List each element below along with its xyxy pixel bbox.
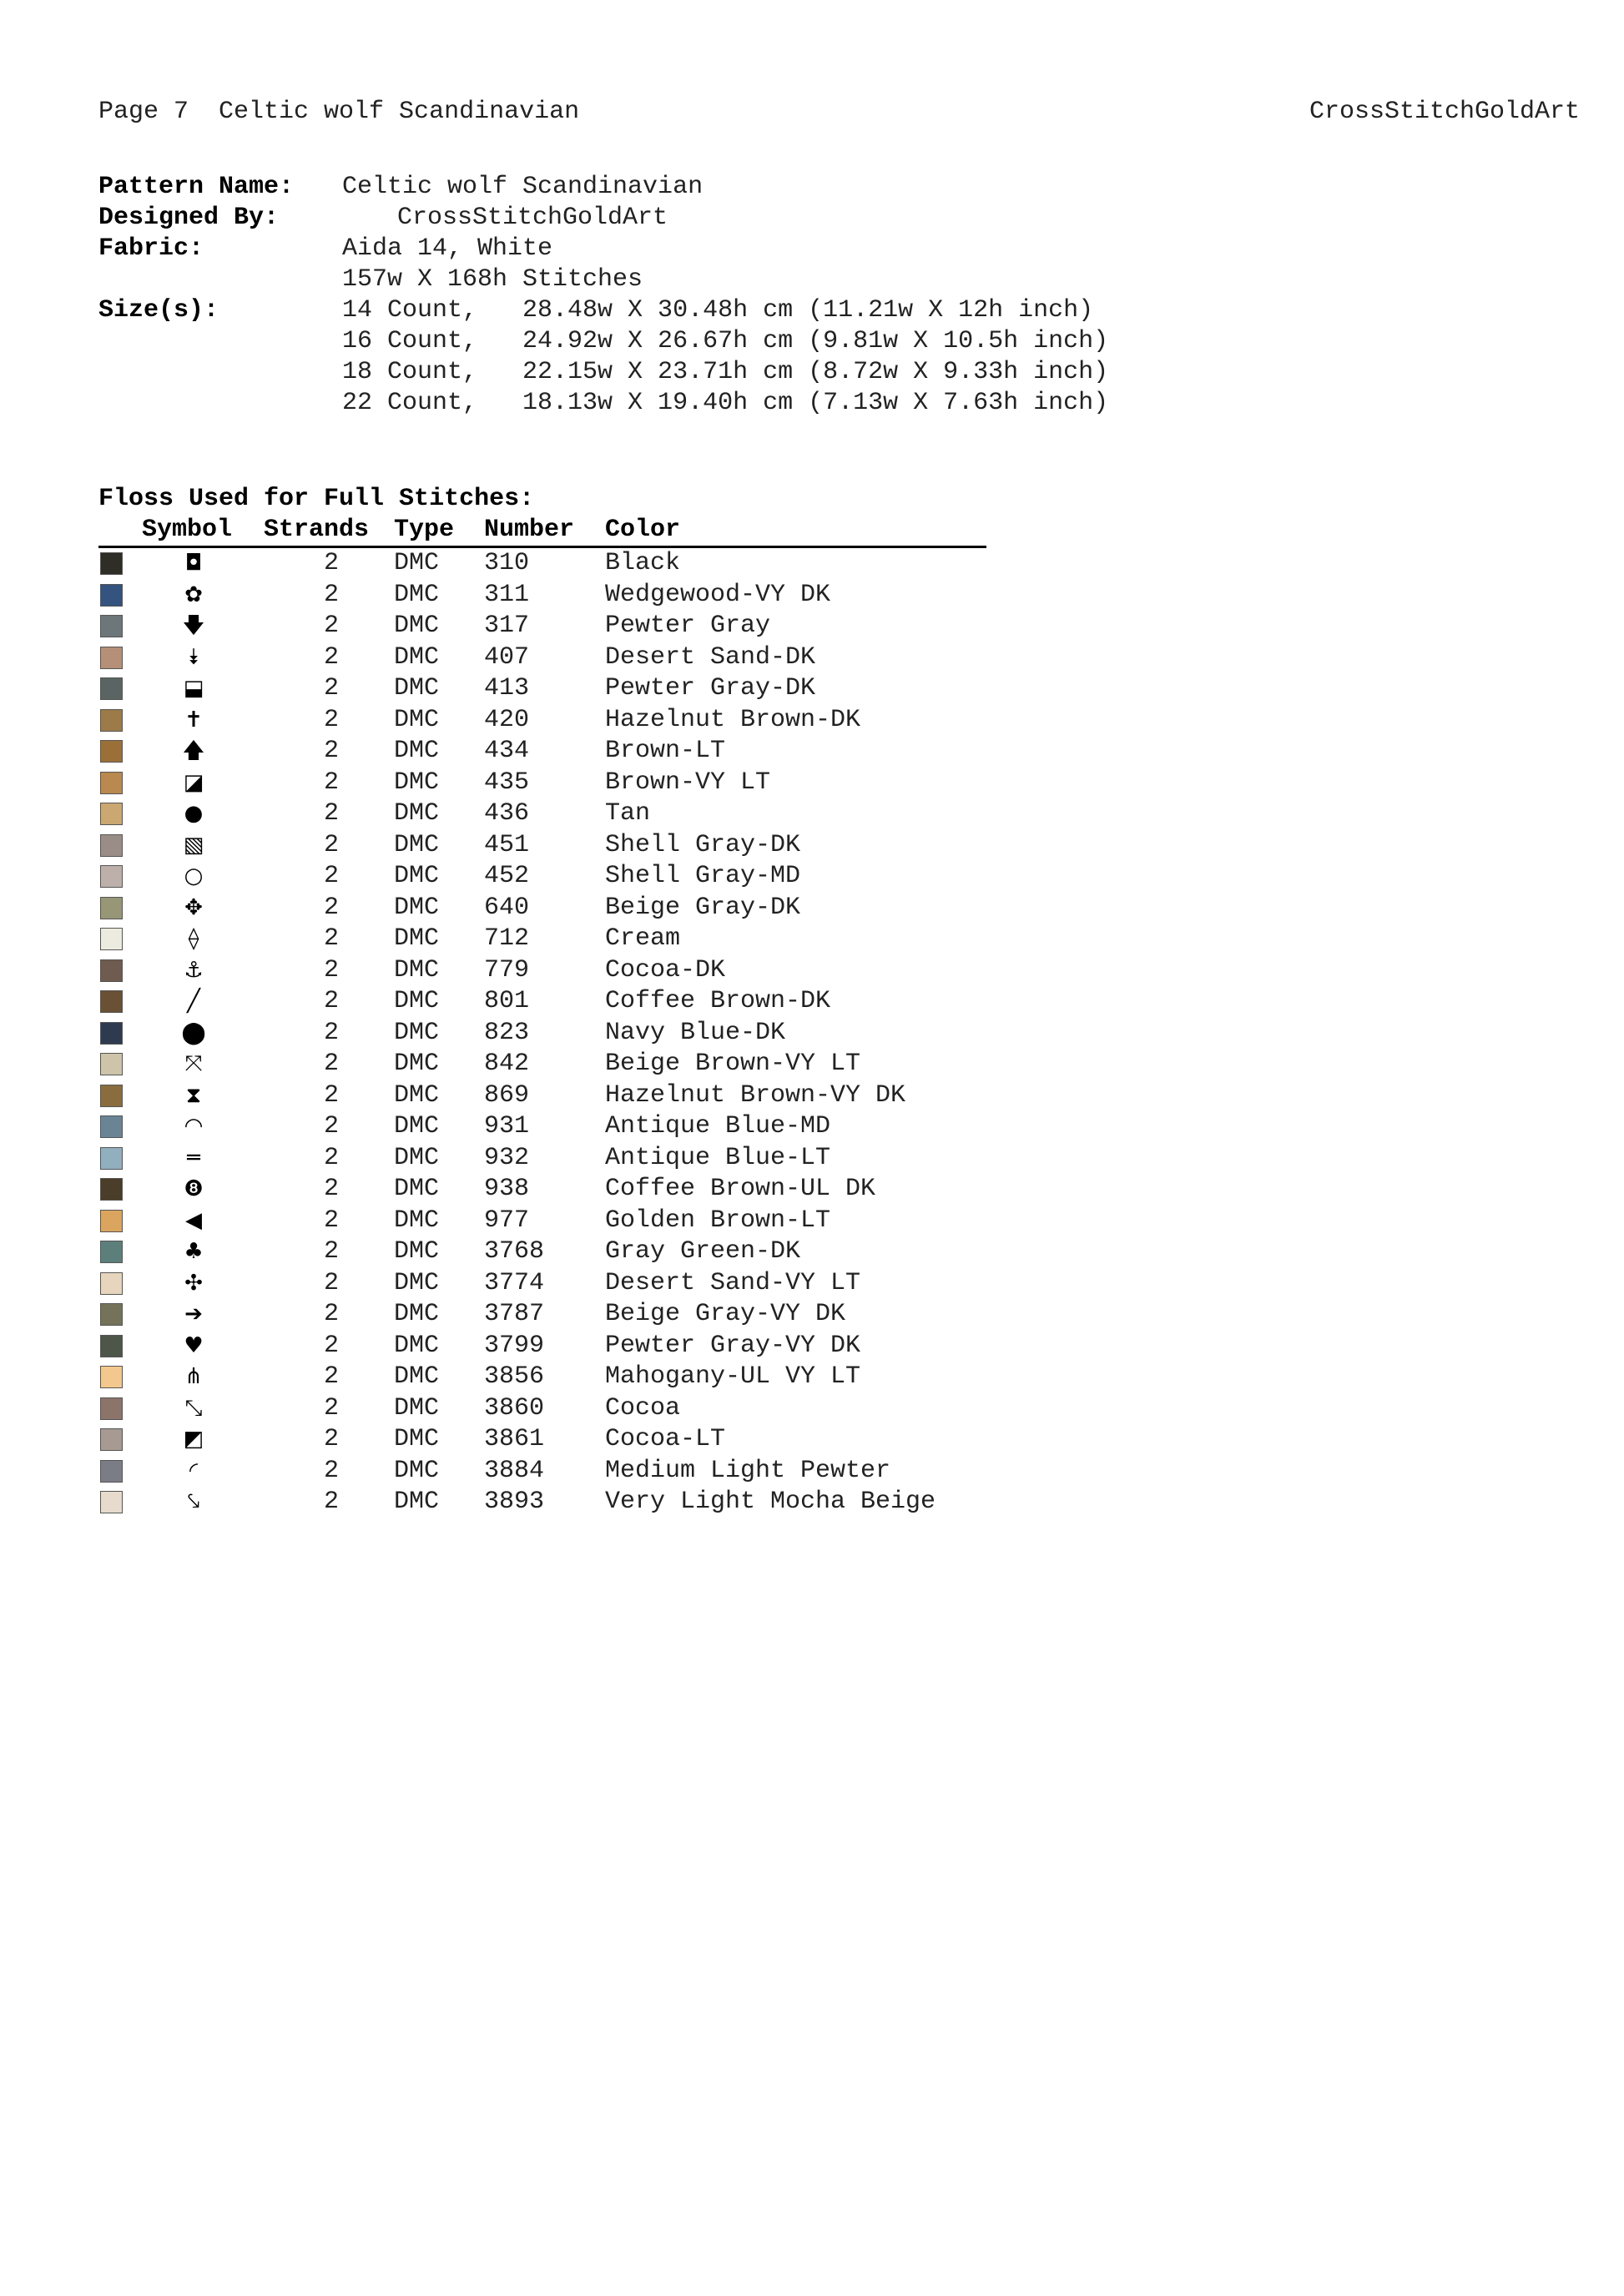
- floss-type: DMC: [394, 1237, 440, 1266]
- floss-color-name: Cream: [605, 924, 681, 953]
- floss-row: [98, 861, 986, 893]
- size-row: [98, 357, 1350, 388]
- stitch-symbol-icon: ⤡: [184, 1395, 203, 1421]
- floss-row: [98, 580, 986, 612]
- size-value: 18 Count, 22.15w X 23.71h cm (8.72w X 9.33h inch): [342, 358, 1109, 386]
- floss-row: [98, 798, 986, 830]
- floss-number: 3884: [484, 1456, 545, 1485]
- floss-color-name: Navy Blue-DK: [605, 1018, 786, 1047]
- floss-number: 311: [484, 580, 530, 609]
- pattern-name-row: [98, 172, 1350, 203]
- floss-number: 869: [484, 1080, 530, 1110]
- floss-color-name: Gray Green-DK: [605, 1237, 801, 1266]
- floss-number: 932: [484, 1143, 530, 1172]
- floss-type: DMC: [394, 1175, 440, 1203]
- stitch-symbol-icon: ⤥: [187, 1489, 200, 1514]
- fabric-value: Aida 14, White: [342, 234, 553, 263]
- floss-strands: 2: [324, 924, 340, 953]
- stitch-symbol-icon: ◜: [189, 1458, 199, 1483]
- header-number: Number: [484, 516, 575, 544]
- color-swatch: [100, 709, 123, 732]
- color-swatch: [100, 1147, 123, 1170]
- floss-strands: 2: [324, 1018, 340, 1047]
- floss-number: 434: [484, 737, 530, 765]
- color-swatch: [100, 1428, 123, 1451]
- stitch-symbol-icon: ═: [187, 1145, 200, 1171]
- stitch-symbol-icon: ◀: [185, 1207, 202, 1233]
- floss-row: [98, 1018, 986, 1050]
- floss-strands: 2: [324, 737, 340, 765]
- stitch-symbol-icon: ✥: [184, 894, 203, 920]
- floss-strands: 2: [324, 1488, 340, 1516]
- stitches-value: 157w X 168h Stitches: [342, 265, 643, 294]
- floss-type: DMC: [394, 705, 440, 734]
- size-value: 22 Count, 18.13w X 19.40h cm (7.13w X 7.63h inch): [342, 389, 1109, 417]
- size-row: [98, 388, 1350, 419]
- floss-color-name: Cocoa-LT: [605, 1425, 726, 1453]
- floss-type: DMC: [394, 1050, 440, 1078]
- floss-type: DMC: [394, 1425, 440, 1453]
- floss-row: [98, 1143, 986, 1175]
- color-swatch: [100, 1335, 123, 1357]
- floss-type: DMC: [394, 1206, 440, 1235]
- color-swatch: [100, 1085, 123, 1107]
- stitch-symbol-icon: ✿: [184, 582, 203, 607]
- floss-type: DMC: [394, 1080, 440, 1110]
- color-swatch: [100, 1491, 123, 1513]
- floss-strands: 2: [324, 1143, 340, 1172]
- floss-type: DMC: [394, 1268, 440, 1297]
- floss-type: DMC: [394, 674, 440, 702]
- floss-color-name: Golden Brown-LT: [605, 1206, 831, 1235]
- floss-number: 310: [484, 549, 530, 577]
- stitch-symbol-icon: ⬓: [183, 676, 204, 701]
- stitch-symbol-icon: ▧: [183, 832, 204, 858]
- floss-number: 3856: [484, 1362, 545, 1391]
- floss-strands: 2: [324, 580, 340, 609]
- floss-color-name: Desert Sand-DK: [605, 642, 816, 672]
- floss-row: [98, 1111, 986, 1143]
- stitch-symbol-icon: ◪: [183, 769, 204, 795]
- floss-color-name: Shell Gray-MD: [605, 862, 801, 890]
- floss-color-name: Desert Sand-VY LT: [605, 1268, 861, 1297]
- stitch-symbol-icon: ⋔: [184, 1364, 203, 1389]
- floss-color-name: Antique Blue-MD: [605, 1112, 831, 1140]
- floss-type: DMC: [394, 1018, 440, 1047]
- color-swatch: [100, 552, 123, 575]
- stitch-symbol-icon: 🡇: [182, 613, 205, 638]
- floss-strands: 2: [324, 830, 340, 859]
- floss-row: [98, 673, 986, 705]
- floss-row: [98, 1424, 986, 1456]
- floss-color-name: Beige Gray-VY DK: [605, 1300, 846, 1328]
- floss-number: 938: [484, 1175, 530, 1203]
- color-swatch: [100, 1366, 123, 1388]
- color-swatch: [100, 677, 123, 700]
- floss-strands: 2: [324, 1237, 340, 1266]
- floss-row: [98, 1174, 986, 1206]
- color-swatch: [100, 834, 123, 857]
- floss-color-name: Coffee Brown-UL DK: [605, 1175, 876, 1203]
- floss-color-name: Brown-LT: [605, 737, 726, 765]
- pattern-name-value: Celtic wolf Scandinavian: [342, 173, 704, 201]
- floss-strands: 2: [324, 1112, 340, 1140]
- floss-rows: [98, 548, 986, 1518]
- floss-type: DMC: [394, 1300, 440, 1328]
- color-swatch: [100, 615, 123, 637]
- color-swatch: [100, 1241, 123, 1263]
- floss-number: 451: [484, 830, 530, 859]
- floss-type: DMC: [394, 955, 440, 984]
- stitch-symbol-icon: ●: [184, 801, 204, 826]
- floss-strands: 2: [324, 642, 340, 672]
- floss-row: [98, 1362, 986, 1393]
- stitch-symbol-icon: ➔: [184, 1302, 203, 1327]
- color-swatch: [100, 1272, 123, 1295]
- color-swatch: [100, 1460, 123, 1483]
- brand-name: CrossStitchGoldArt: [1309, 98, 1580, 126]
- size-row: [98, 326, 1350, 357]
- floss-row: [98, 893, 986, 924]
- floss-table-header: [98, 515, 986, 548]
- stitch-symbol-icon: ♥: [184, 1332, 204, 1358]
- floss-type: DMC: [394, 1456, 440, 1485]
- floss-type: DMC: [394, 612, 440, 640]
- floss-number: 420: [484, 705, 530, 734]
- floss-row: [98, 1206, 986, 1237]
- floss-type: DMC: [394, 1112, 440, 1140]
- floss-type: DMC: [394, 768, 440, 797]
- size-value: 14 Count, 28.48w X 30.48h cm (11.21w X 12h inch): [342, 296, 1094, 325]
- floss-row: [98, 1049, 986, 1080]
- stitch-symbol-icon: ◘: [184, 551, 203, 576]
- floss-type: DMC: [394, 924, 440, 953]
- stitch-symbol-icon: ⤧: [184, 1051, 203, 1076]
- floss-row: [98, 1236, 986, 1268]
- floss-number: 801: [484, 987, 530, 1015]
- floss-color-name: Medium Light Pewter: [605, 1456, 891, 1485]
- floss-color-name: Shell Gray-DK: [605, 830, 801, 859]
- floss-color-name: Pewter Gray-DK: [605, 674, 816, 702]
- floss-row: [98, 548, 986, 580]
- stitch-symbol-icon: ╱: [187, 989, 200, 1014]
- stitch-symbol-icon: ◠: [184, 1114, 204, 1139]
- color-swatch: [100, 1178, 123, 1201]
- floss-strands: 2: [324, 1206, 340, 1235]
- floss-type: DMC: [394, 642, 440, 672]
- color-swatch: [100, 959, 123, 982]
- designed-by-row: [98, 203, 1350, 234]
- floss-strands: 2: [324, 955, 340, 984]
- color-swatch: [100, 1053, 123, 1075]
- page-header: [98, 97, 1580, 130]
- fabric-label: Fabric:: [98, 234, 204, 263]
- pattern-name-label: Pattern Name:: [98, 173, 295, 201]
- floss-type: DMC: [394, 580, 440, 609]
- floss-strands: 2: [324, 987, 340, 1015]
- floss-strands: 2: [324, 1456, 340, 1485]
- floss-strands: 2: [324, 1175, 340, 1203]
- floss-strands: 2: [324, 1331, 340, 1360]
- stitch-symbol-icon: ◩: [183, 1427, 204, 1452]
- floss-strands: 2: [324, 612, 340, 640]
- floss-number: 3787: [484, 1300, 545, 1328]
- floss-number: 3861: [484, 1425, 545, 1453]
- floss-type: DMC: [394, 987, 440, 1015]
- floss-row: [98, 924, 986, 955]
- floss-type: DMC: [394, 549, 440, 577]
- color-swatch: [100, 1397, 123, 1420]
- color-swatch: [100, 772, 123, 794]
- floss-row: [98, 1268, 986, 1300]
- stitches-row: [98, 264, 1350, 295]
- floss-color-name: Antique Blue-LT: [605, 1143, 831, 1172]
- floss-row: [98, 1393, 986, 1425]
- floss-color-name: Cocoa: [605, 1393, 681, 1422]
- floss-type: DMC: [394, 1362, 440, 1391]
- floss-number: 3774: [484, 1268, 545, 1297]
- fabric-row: [98, 234, 1350, 264]
- floss-row: [98, 1487, 986, 1518]
- stitch-symbol-icon: ⟠: [188, 926, 199, 951]
- floss-color-name: Wedgewood-VY DK: [605, 580, 831, 609]
- floss-row: [98, 1299, 986, 1331]
- color-swatch: [100, 865, 123, 888]
- floss-color-name: Brown-VY LT: [605, 768, 771, 797]
- floss-number: 842: [484, 1050, 530, 1078]
- floss-strands: 2: [324, 1300, 340, 1328]
- floss-type: DMC: [394, 1393, 440, 1422]
- color-swatch: [100, 897, 123, 919]
- floss-number: 712: [484, 924, 530, 953]
- color-swatch: [100, 1115, 123, 1138]
- floss-color-name: Hazelnut Brown-DK: [605, 705, 861, 734]
- floss-row: [98, 1456, 986, 1488]
- stitch-symbol-icon: ✝: [184, 707, 203, 733]
- floss-number: 3893: [484, 1488, 545, 1516]
- floss-row: [98, 1080, 986, 1112]
- stitch-symbol-icon: ⧗: [185, 1082, 202, 1108]
- floss-row: [98, 986, 986, 1018]
- floss-strands: 2: [324, 862, 340, 890]
- floss-color-name: Beige Gray-DK: [605, 893, 801, 922]
- floss-strands: 2: [324, 705, 340, 734]
- floss-color-name: Black: [605, 549, 681, 577]
- floss-number: 3768: [484, 1237, 545, 1266]
- floss-color-name: Tan: [605, 799, 651, 828]
- stitch-symbol-icon: ❽: [184, 1176, 204, 1201]
- floss-color-name: Mahogany-UL VY LT: [605, 1362, 861, 1391]
- stitch-symbol-icon: ⚓: [184, 957, 204, 983]
- floss-strands: 2: [324, 549, 340, 577]
- color-swatch: [100, 1022, 123, 1045]
- floss-strands: 2: [324, 1393, 340, 1422]
- floss-table: [98, 515, 986, 1518]
- color-swatch: [100, 584, 123, 607]
- floss-row: [98, 611, 986, 642]
- size-row: [98, 295, 1350, 326]
- floss-row: [98, 642, 986, 674]
- floss-row: [98, 705, 986, 737]
- floss-strands: 2: [324, 1268, 340, 1297]
- floss-strands: 2: [324, 1362, 340, 1391]
- designed-by-label: Designed By:: [98, 204, 280, 232]
- floss-type: DMC: [394, 830, 440, 859]
- floss-row: [98, 830, 986, 862]
- color-swatch: [100, 1210, 123, 1232]
- header-symbol: Symbol: [142, 516, 233, 544]
- stitch-symbol-icon: ♣: [184, 1239, 204, 1264]
- color-swatch: [100, 1303, 123, 1326]
- floss-number: 436: [484, 799, 530, 828]
- floss-strands: 2: [324, 799, 340, 828]
- floss-number: 779: [484, 955, 530, 984]
- floss-type: DMC: [394, 1331, 440, 1360]
- floss-number: 640: [484, 893, 530, 922]
- header-color: Color: [605, 516, 681, 544]
- floss-color-name: Very Light Mocha Beige: [605, 1488, 936, 1516]
- floss-row: [98, 955, 986, 987]
- floss-color-name: Beige Brown-VY LT: [605, 1050, 861, 1078]
- floss-strands: 2: [324, 1080, 340, 1110]
- floss-number: 3860: [484, 1393, 545, 1422]
- floss-type: DMC: [394, 1488, 440, 1516]
- floss-type: DMC: [394, 737, 440, 765]
- floss-color-name: Coffee Brown-DK: [605, 987, 831, 1015]
- floss-type: DMC: [394, 1143, 440, 1172]
- floss-number: 413: [484, 674, 530, 702]
- size-value: 16 Count, 24.92w X 26.67h cm (9.81w X 10.5h inch): [342, 327, 1109, 355]
- floss-color-name: Pewter Gray: [605, 612, 771, 640]
- color-swatch: [100, 647, 123, 669]
- floss-number: 407: [484, 642, 530, 672]
- designed-by-value: CrossStitchGoldArt: [397, 204, 668, 232]
- floss-number: 931: [484, 1112, 530, 1140]
- stitch-symbol-icon: ⯯: [187, 644, 200, 670]
- floss-row: [98, 768, 986, 799]
- floss-type: DMC: [394, 862, 440, 890]
- stitch-symbol-icon: ✣: [184, 1270, 203, 1296]
- floss-number: 435: [484, 768, 530, 797]
- floss-color-name: Cocoa-DK: [605, 955, 726, 984]
- pattern-info: [98, 172, 1350, 419]
- sizes-label: Size(s):: [98, 296, 219, 325]
- stitch-symbol-icon: 🡅: [182, 738, 205, 763]
- color-swatch: [100, 803, 123, 825]
- color-swatch: [100, 740, 123, 763]
- stitch-symbol-icon: ⬤: [181, 1020, 206, 1045]
- floss-row: [98, 736, 986, 768]
- color-swatch: [100, 928, 123, 950]
- floss-row: [98, 1331, 986, 1362]
- floss-number: 823: [484, 1018, 530, 1047]
- floss-strands: 2: [324, 768, 340, 797]
- header-type: Type: [394, 516, 455, 544]
- floss-number: 317: [484, 612, 530, 640]
- floss-strands: 2: [324, 1050, 340, 1078]
- floss-section-title: Floss Used for Full Stitches:: [98, 485, 535, 513]
- floss-strands: 2: [324, 1425, 340, 1453]
- floss-number: 977: [484, 1206, 530, 1235]
- floss-color-name: Pewter Gray-VY DK: [605, 1331, 861, 1360]
- floss-type: DMC: [394, 893, 440, 922]
- floss-number: 452: [484, 862, 530, 890]
- stitch-symbol-icon: ○: [184, 864, 204, 889]
- color-swatch: [100, 990, 123, 1013]
- floss-number: 3799: [484, 1331, 545, 1360]
- page-label: Page 7 Celtic wolf Scandinavian: [98, 98, 580, 126]
- floss-strands: 2: [324, 674, 340, 702]
- header-strands: Strands: [264, 516, 370, 544]
- floss-strands: 2: [324, 893, 340, 922]
- floss-color-name: Hazelnut Brown-VY DK: [605, 1080, 906, 1110]
- floss-type: DMC: [394, 799, 440, 828]
